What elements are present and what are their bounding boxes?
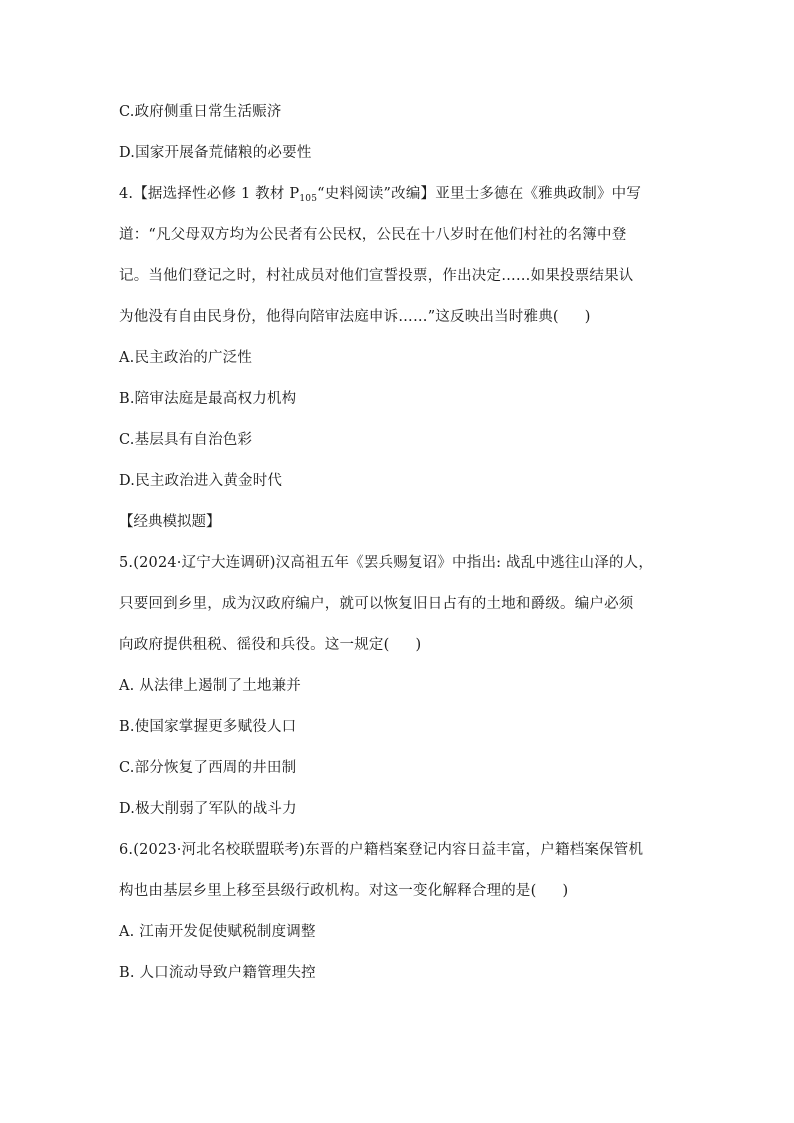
q3-option-d: D.国家开展备荒储粮的必要性	[119, 145, 312, 161]
question-6-stem	[119, 840, 679, 901]
q4-option-a: A.民主政治的广泛性	[119, 350, 253, 366]
q5-line-1: 5.(2024·辽宁大连调研)汉高祖五年《罢兵赐复诏》中指出: 战乱中逃往山泽的人，	[119, 555, 654, 571]
q4-line-1-rest: “史料阅读”改编】亚里士多德在《雅典政制》中写	[317, 186, 642, 202]
question-5-stem	[119, 553, 679, 655]
q4-line-2: 道：“凡父母双方均为公民者有公民权，公民在十八岁时在他们村社的名簿中登	[119, 227, 627, 243]
q5-option-c: C.部分恢复了西周的井田制	[119, 760, 297, 776]
q4-prefix: 4.【据选择性必修 1 教材 P	[119, 186, 300, 202]
q6-option-b: B. 人口流动导致户籍管理失控	[119, 965, 316, 981]
q3-option-c: C.政府侧重日常生活赈济	[119, 104, 282, 120]
q6-line-1: 6.(2023·河北名校联盟联考)东晋的户籍档案登记内容日益丰富，户籍档案保管机	[119, 842, 644, 858]
question-4-stem	[119, 184, 679, 327]
document-page	[119, 102, 679, 983]
q5-line-2: 只要回到乡里，成为汉政府编户，就可以恢复旧日占有的土地和爵级。编户必须	[119, 596, 634, 612]
section-title: 【经典模拟题】	[119, 514, 221, 530]
q6-line-2: 构也由基层乡里上移至县级行政机构。对这一变化解释合理的是( )	[119, 883, 569, 899]
q4-line-1	[119, 184, 679, 204]
q5-line-3: 向政府提供租税、徭役和兵役。这一规定( )	[119, 637, 422, 653]
q5-option-b: B.使国家掌握更多赋役人口	[119, 719, 297, 735]
q4-line-4: 为他没有自由民身份，他得向陪审法庭申诉……”这反映出当时雅典( )	[119, 309, 591, 325]
q4-line-3: 记。当他们登记之时，村社成员对他们宣誓投票，作出决定……如果投票结果认	[119, 268, 634, 284]
q5-option-a: A. 从法律上遏制了土地兼并	[119, 678, 301, 694]
q4-option-b: B.陪审法庭是最高权力机构	[119, 391, 297, 407]
q5-option-d: D.极大削弱了军队的战斗力	[119, 801, 297, 817]
q4-option-c: C.基层具有自治色彩	[119, 432, 253, 448]
q4-page-subscript: 105	[299, 194, 318, 204]
q4-option-d: D.民主政治进入黄金时代	[119, 473, 283, 489]
q6-option-a: A. 江南开发促使赋税制度调整	[119, 924, 316, 940]
